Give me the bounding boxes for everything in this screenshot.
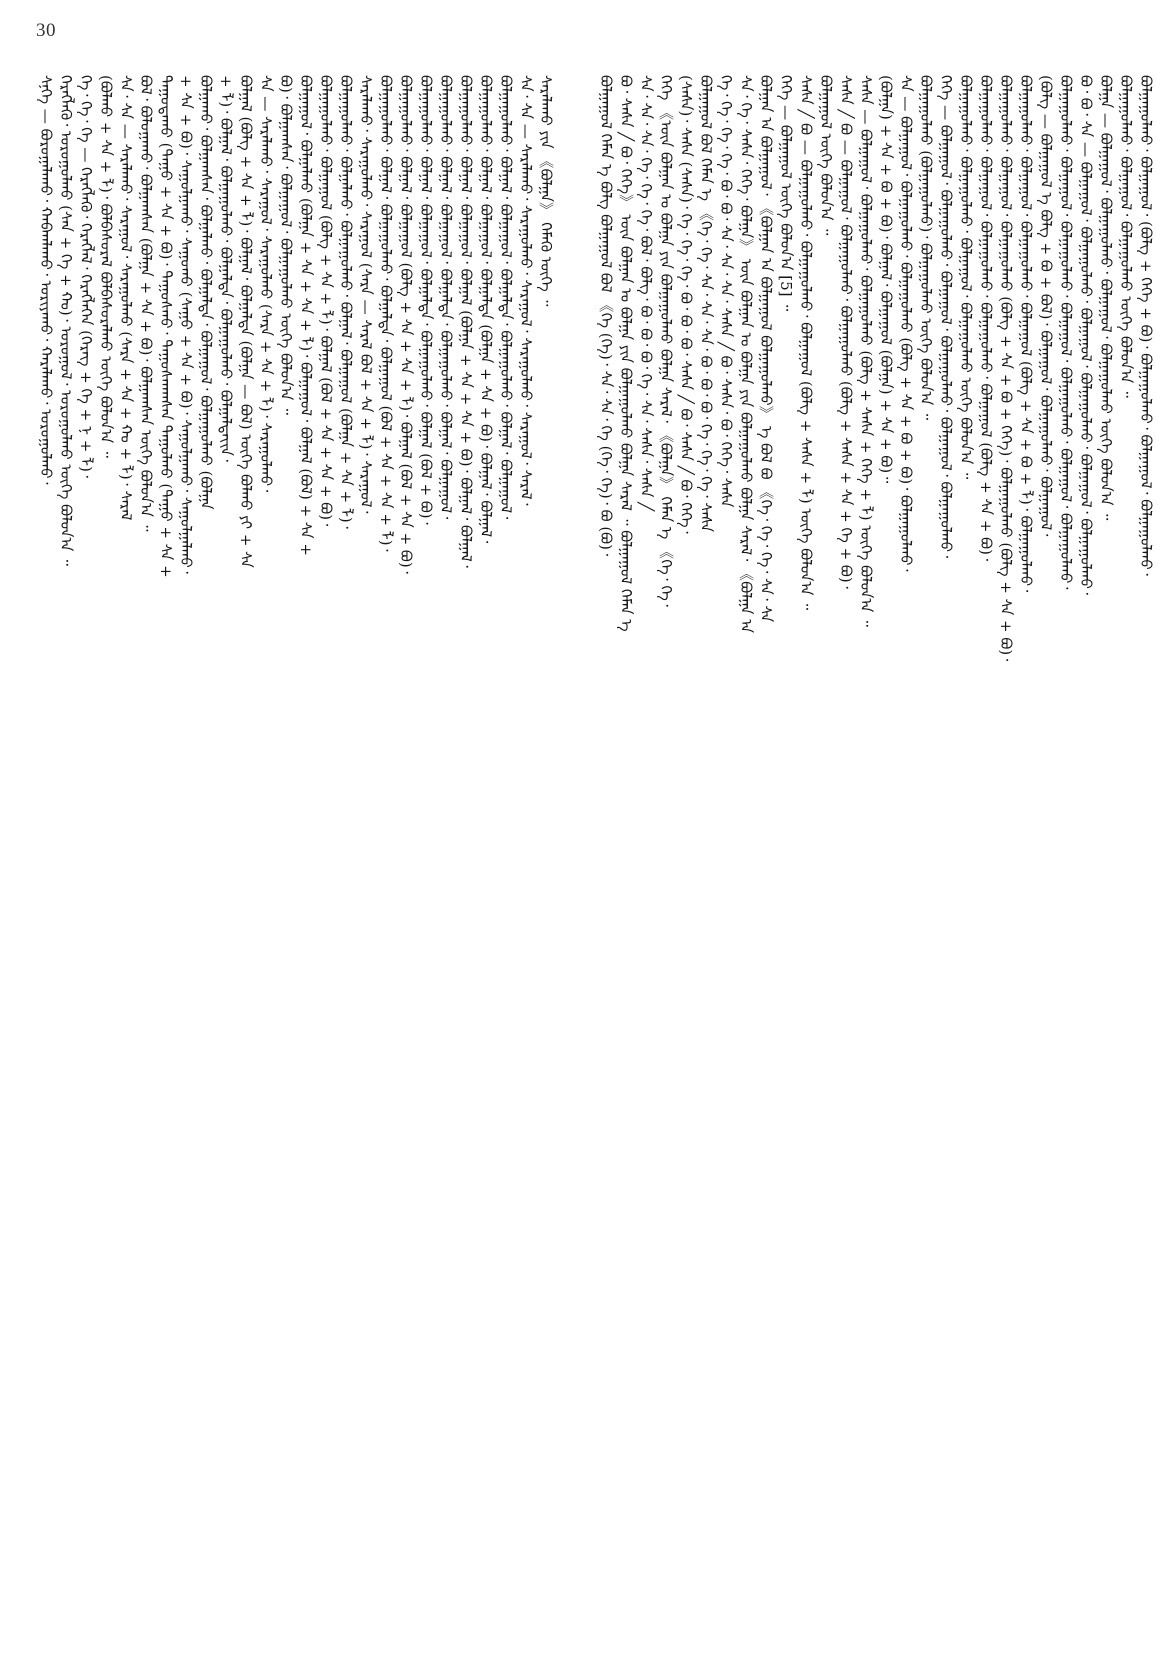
text-column: ᠪᠣᠯᠭᠠᠭᠤᠯᠬᠤ᠂ ᠪᠣᠯᠭᠠᠯ᠂ ᠪᠣᠯᠭᠠᠭᠤᠯ (ᠪᠣᠯᠭ + ᠰᠠ + ᠰᠠ + ᠯ)᠂ ᠪᠣᠯᠭᠠᠯ (ᠪᠣᠯ + ᠰᠠ + ᠪᠣ)᠂ <box>397 75 415 574</box>
text-column: ᠬᠡᠬᠡ — ᠪᠣᠯᠭᠠᠭᠤᠯ ᠦᠭᠡ ᠪᠣᠯᠣᠨ᠎ᠠ [5] ᠃ <box>777 75 795 312</box>
text-column: ᠳᠠᠭᠤᠳᠠᠬᠤ (ᠳᠠᠭᠤ + ᠰᠠ + ᠪᠣ)᠂ ᠳᠠᠭᠤᠰᠬᠤ᠂ ᠳᠠᠭᠤᠰᠬᠠᠭᠰᠠᠨ ᠳᠠᠭᠤᠯᠬᠤ (ᠳᠠᠭᠤ + ᠰᠠ + <box>157 75 175 578</box>
text-column: ᠬᠡᠬᠡ 《ᠦᠨ ᠪᠣᠯᠭᠠᠨ ᠤ ᠪᠣᠯᠭᠠ ᠶᠢᠨ ᠪᠣᠯᠭᠠᠭᠤᠯᠬᠤ ᠪᠣᠯᠭᠠ ᠰᠠᠷᠠᠯ᠂ 《ᠪᠣᠯᠭᠠ》 ᠬᠡᠮᠡᠨ ᠡ 《ᠬᠡ᠂ ᠬᠡ᠂ <box>657 75 675 607</box>
text-column: ᠪᠣᠯᠭᠠᠭᠤᠯ ᠦᠭᠡ ᠪᠣᠯᠣᠨ᠎ᠠ ᠃ <box>817 75 835 236</box>
text-column: ᠬᠡᠬᠡ — ᠪᠣᠯᠭᠠᠭᠤᠯ᠂ ᠪᠣᠯᠭᠠᠭᠤᠯᠬᠤ᠂ ᠪᠣᠯᠭᠠᠭᠤᠯ᠂ ᠪᠣᠯᠭᠠᠭᠤᠯᠬᠤ᠂ ᠪᠣᠯᠭᠠᠭᠤᠯ᠂ ᠪᠣᠯᠭᠠᠭᠤᠯᠬᠤ᠂ <box>937 75 955 559</box>
text-column: ᠰᠨ᠋ᠬᠡ — ᠪᠣᠷᠣᠭᠠᠯᠠᠬᠤ᠂ ᠬᠠᠪᠬᠠᠯᠠᠬᠤ᠂ ᠣᠷᠢᠶᠠᠬᠤ᠂ ᠬᠠᠷᠠᠯᠠᠬᠤ᠂ ᠣᠷᠣᠭᠣᠯᠬᠤ᠂ <box>37 75 55 485</box>
text-column: ᠪᠣᠯᠭᠠᠭᠤᠯᠬᠤ᠂ ᠪᠣᠯᠭᠠᠭᠤᠯ᠂ ᠪᠣᠯᠭᠠᠭᠤᠯᠬᠤ ᠦᠭᠡ ᠪᠣᠯᠣᠨ᠎ᠠ ᠃ <box>1117 75 1135 398</box>
text-column: ᠪᠣᠯᠭᠠᠭᠤᠯᠬᠤ᠂ ᠪᠣᠯᠭᠠᠭᠤᠯ᠂ ᠪᠣᠯᠭᠠᠭᠤᠯᠬᠤ (ᠪᠣᠯᠭ + ᠰᠠ + ᠪᠣ + ᠬᠡᠬᠡ)᠂ ᠪᠣᠯᠭᠠᠭᠤᠯᠬᠤ (ᠪᠣᠯᠭ + ᠰᠠ + ᠪᠣ)᠂ <box>997 75 1015 662</box>
text-column: + ᠯ)᠂ ᠪᠣᠯᠭᠠᠯ᠂ ᠪᠣᠯᠭᠠᠭᠤᠯᠬᠤ᠂ ᠪᠣᠯᠭᠠᠯᠲᠠ᠂ ᠪᠣᠯᠭᠠᠭᠤᠯᠬᠤ᠂ ᠪᠣᠯᠭᠠᠯᠲᠠᠶ᠋ᠢᠨ᠂ <box>217 75 235 462</box>
text-column: (ᠰᠠᠰᠠ)᠂ ᠰᠠᠰᠠ (ᠰᠠᠰᠠ)᠂ ᠬᠡ᠂ ᠬᠡ᠂ ᠬᠡ᠂ ᠪᠣ᠂ ᠪᠣ᠂ ᠪᠣ᠂ ᠰᠠᠰᠠ ╱ ᠪᠣ᠂ ᠰᠠᠰᠠ ╱ ᠪᠣ᠂ ᠬᠡᠬᠡ᠂ <box>677 75 695 534</box>
text-column: ᠬᠡ᠂ ᠬᠡ᠂ ᠬᠡ᠂ ᠬᠡ᠂ ᠪᠣ᠂ ᠪᠣ᠂ ᠰᠠ᠂ ᠰᠠ᠂ ᠰᠠ᠂ ᠰᠠᠰᠠ ╱ ᠪᠣ᠂ ᠰᠠᠰᠠ᠂ ᠪᠣ᠂ ᠬᠡᠬᠡ᠂ ᠰᠠᠰᠠ <box>717 75 735 508</box>
text-column: ᠪᠣ᠂ ᠰᠠᠰᠠ ╱ ᠪᠣ᠂ ᠬᠡᠬᠡ》 ᠦᠨ ᠪᠣᠯᠭᠠᠨ ᠤ ᠪᠣᠯᠭᠠ ᠶᠢᠨ ᠪᠣᠯᠭᠠᠭᠤᠯᠬᠤ ᠪᠣᠯᠭᠠ ᠰᠠᠷᠠᠯ ᠃ ᠪᠣᠯᠭᠠᠭᠤᠯ ᠬᠡᠮᠡᠨ ᠡ <box>617 75 635 632</box>
text-column: (ᠪᠣᠯᠭᠠ) + ᠰᠠ + ᠪᠣ + ᠪᠣ)᠂ ᠪᠣᠯᠭᠠᠯ᠂ ᠪᠣᠯᠭᠠᠭᠤᠯ (ᠪᠣᠯᠭᠠ) + ᠰᠠ + ᠪᠣ)᠃ <box>877 75 895 484</box>
text-column: ᠪᠣᠯ᠂ ᠪᠣᠯᠣᠭᠠᠬᠤ᠂ ᠪᠣᠯᠭᠠᠭᠰᠠᠨ (ᠪᠣᠯᠭᠠ + ᠰᠠ + ᠪᠣ)᠂ ᠪᠣᠯᠭᠠᠭᠰᠠᠨ ᠦᠭᠡ ᠪᠣᠯᠣᠨ᠎ᠠ ᠃ <box>137 75 155 532</box>
right-text-block <box>596 75 1155 1660</box>
text-column: ᠰᠠᠰᠠ — ᠪᠣᠯᠭᠠᠭᠤᠯ᠂ ᠪᠣᠯᠭᠠᠭᠤᠯᠬᠤ᠂ ᠪᠣᠯᠭᠠᠭᠤᠯᠬᠤ (ᠪᠣᠯᠭ + ᠰᠠᠰᠠ + ᠬᠡᠬᠡ + ᠯ) ᠦᠭᠡ ᠪᠣᠯᠣᠨ᠎ᠠ ᠃ <box>857 75 875 627</box>
text-column: ᠪᠣᠯᠭᠠᠭᠤᠯᠬᠤ᠂ ᠪᠣᠯᠭᠠᠯ᠂ ᠪᠣᠯᠭᠠᠭᠤᠯ᠂ ᠪᠣᠯᠭᠠᠯ (ᠪᠣᠯᠭᠠ + ᠰᠠ + ᠰᠠ + ᠪᠣ)᠂ ᠪᠣᠯᠭᠠᠯ᠂ ᠪᠣᠯᠭᠠᠯ᠂ <box>457 75 475 568</box>
text-column: ᠪᠣᠯᠭᠠᠭᠤᠯ ᠬᠡᠮᠡᠨ ᠡ ᠪᠣᠯᠭ ᠪᠣᠯᠭᠠᠭᠤᠯ ᠪᠣᠯ 《ᠬᠡ (ᠬᠡ)᠂ ᠰᠠ᠂ ᠰᠠ᠂ ᠬᠡ (ᠬᠡ᠂ ᠬᠡ)᠂ ᠪᠣ (ᠪᠣ)᠂ <box>597 75 615 557</box>
text-column: ᠪᠣᠯᠭᠠᠭᠤᠯᠬᠤ᠂ ᠪᠣᠯᠭᠠᠯ᠂ ᠪᠣᠯᠭᠠᠭᠤᠯ᠂ ᠪᠣᠯᠭᠠᠯᠲᠠ᠂ ᠪᠣᠯᠭᠠᠭᠤᠯᠬᠤ᠂ ᠪᠣᠯᠭᠠᠯ (ᠪᠣᠯ + ᠪᠣ)᠂ <box>417 75 435 525</box>
text-column: (ᠪᠣᠯᠭ — ᠪᠣᠯᠭᠠᠭᠤᠯ ᠡ ᠪᠣᠯᠭ + ᠪᠣ + ᠪᠣᠯ)᠂ ᠪᠣᠯᠭᠠᠭᠤᠯ᠂ ᠪᠣᠯᠭᠠᠭᠤᠯᠬᠤ᠂ ᠪᠣᠯᠭᠠᠭᠤᠯ᠂ <box>1037 75 1055 537</box>
text-column: ᠰᠠ᠂ ᠰᠠ — ᠰᠠᠷᠠᠯᠠᠬᠤ᠂ ᠰᠠᠷᠠᠭᠤᠯᠬᠤ᠂ ᠰᠠᠷᠠᠭᠤᠯ᠂ ᠰᠠᠷᠠᠭᠤᠯᠬᠤ᠂ ᠰᠠᠷᠠᠭᠤᠯ᠂ ᠰᠠᠷᠠᠯ᠂ <box>517 75 535 506</box>
text-column: (ᠪᠣᠯᠬᠤ + ᠰᠠ + ᠯ)᠂ ᠪᠣᠯᠪᠠᠰᠤᠷᠠᠯ ᠪᠣᠯᠪᠠᠰᠤᠷᠠᠯᠬᠤ ᠦᠭᠡ ᠪᠣᠯᠣᠨ᠎ᠠ ᠃ <box>97 75 115 458</box>
text-column: ᠰᠠᠰᠠ ╱ ᠪᠣ — ᠪᠣᠯᠭᠠᠭᠤᠯ᠂ ᠪᠣᠯᠭᠠᠭᠤᠯᠬᠤ᠂ ᠪᠣᠯᠭᠠᠭᠤᠯᠬᠤ (ᠪᠣᠯᠭ + ᠰᠠᠰᠠ + ᠰᠠ + ᠬᠡ + ᠪᠣ)᠂ <box>837 75 855 589</box>
text-column: ᠰᠠ — ᠪᠣᠯᠭᠠᠭᠤᠯ᠂ ᠪᠣᠯᠭᠠᠭᠤᠯᠬᠤ᠂ ᠪᠣᠯᠭᠠᠭᠤᠯᠬᠤ (ᠪᠣᠯᠭ + ᠰᠠ + ᠪᠣ + ᠪᠣ)᠂ ᠪᠣᠯᠭᠠᠭᠤᠯᠬᠤ᠂ <box>897 75 915 572</box>
text-column: ᠰᠠ᠂ ᠰᠠ — ᠰᠠᠷᠠᠯᠠᠬᠤ᠂ ᠰᠠᠷᠠᠭᠤᠯ᠂ ᠰᠠᠷᠠᠭᠤᠯᠬᠤ (ᠰᠠᠷᠠ + ᠰᠠ + ᠬᠤ + ᠯ)᠂ ᠰᠠᠷᠠᠯ <box>117 75 135 521</box>
text-column: ᠪᠣ᠂ ᠪᠣ᠂ ᠰᠠ — ᠪᠣᠯᠭᠠᠭᠤᠯ᠂ ᠪᠣᠯᠭᠠᠭᠤᠯᠬᠤ᠂ ᠪᠣᠯᠭᠠᠭᠤᠯ᠂ ᠪᠣᠯᠭᠠᠭᠤᠯᠬᠤ᠂ ᠪᠣᠯᠭᠠᠭᠤᠯ᠂ ᠪᠣᠯᠭᠠᠭᠤᠯᠬᠤ᠂ <box>1077 75 1095 595</box>
text-column: ᠪᠣᠯᠭᠠᠭᠤᠯ᠂ ᠪᠣᠯᠭᠠᠯᠬᠤ (ᠪᠣᠯᠭᠠ + ᠰᠠ + ᠰᠠ + ᠯ)᠂ ᠪᠣᠯᠭᠠᠭᠤᠯ᠂ ᠪᠣᠯᠭᠠᠯ (ᠪᠣᠯ) + ᠰᠠ + <box>297 75 315 556</box>
text-column: ᠪᠣᠯᠭᠠᠭᠤᠯᠬᠤ᠂ ᠪᠣᠯᠭᠠᠭᠤᠯ᠂ ᠪᠣᠯᠭᠠᠭᠤᠯᠬᠤ᠂ ᠪᠣᠯᠭᠠᠭᠤᠯᠬᠤ᠂ ᠪᠣᠯᠭᠠᠭᠤᠯ (ᠪᠣᠯᠭ + ᠰᠠ + ᠪᠣ)᠂ <box>977 75 995 562</box>
text-column: ᠪᠣᠯᠭᠠᠭᠤᠯᠬᠤ᠂ ᠪᠣᠯᠭᠠᠯ᠂ ᠪᠣᠯᠭᠠᠭᠤᠯᠬᠤ᠂ ᠪᠣᠯᠭᠠᠯᠲᠠ᠂ ᠪᠣᠯᠭᠠᠭᠤᠯ (ᠪᠣᠯ + ᠰᠠ + ᠰᠠ + ᠯ)᠂ <box>377 75 395 552</box>
text-column: + ᠰᠠ + ᠪᠣ)᠂ ᠰᠠᠭᠤᠯᠭᠠᠬᠤ᠂ ᠰᠠᠭᠤᠬᠤ (ᠰᠠᠭᠤ + ᠰᠠ + ᠪᠣ)᠂ ᠰᠠᠭᠤᠯᠭᠠᠬᠤ᠂ ᠰᠠᠭᠤᠯᠭᠠᠯᠬᠤ᠂ <box>177 75 195 574</box>
text-column: ᠰᠠ — ᠰᠠᠷᠠᠯᠠᠬᠤ᠂ ᠰᠠᠷᠠᠭᠤᠯ᠂ ᠰᠠᠷᠠᠭᠤᠯᠬᠤ (ᠰᠠᠷᠠ + ᠰᠠ + ᠯ)᠂ ᠰᠠᠷᠠᠭᠤᠯᠬᠤ᠂ <box>257 75 275 493</box>
text-column: ᠪᠣᠯᠭᠠᠭᠤᠯᠬᠤ᠂ ᠪᠣᠯᠭᠠᠭᠤᠯ (ᠪᠣᠯᠭ + ᠰᠠ + ᠯ)᠂ ᠪᠣᠯᠭᠠᠯ (ᠪᠣᠯ + ᠰᠠ + ᠰᠠ + ᠪᠣ)᠂ <box>317 75 335 527</box>
text-column: ᠪᠣᠯᠭᠠᠭᠤᠯᠬᠤ᠂ ᠪᠣᠯᠭᠠᠭᠤᠯᠬᠤ᠂ ᠪᠣᠯᠭᠠᠭᠤᠯ᠂ ᠪᠣᠯᠭᠠᠭᠤᠯᠬᠤ ᠦᠭᠡ ᠪᠣᠯᠣᠨ᠎ᠠ ᠃ <box>957 75 975 480</box>
text-column: ᠬᠡ᠂ ᠬᠡ᠂ ᠬᠡ — ᠬᠡᠷᠡᠭᠯᠡᠬᠦ᠂ ᠬᠡᠷᠡᠭᠯᠡᠯ᠂ ᠬᠡᠷᠡᠭᠯᠡᠭᠡᠨ (ᠬᠡᠷᠡᠭ + ᠬᠡ + ᠨ + ᠯ)᠂ <box>77 75 95 478</box>
text-column: ᠪᠣᠯᠭᠠᠭᠤᠯ ᠪᠣᠯ ᠬᠡᠮᠡᠨ ᠡ 《ᠬᠡ᠂ ᠬᠡ᠂ ᠰᠠ᠂ ᠰᠠ᠂ ᠰᠠ᠂ ᠪᠣ᠂ ᠪᠣ᠂ ᠪᠣ᠂ ᠬᠡ᠂ ᠬᠡ᠂ ᠬᠡ᠂ ᠰᠠᠰᠠ <box>697 75 715 533</box>
text-column: ᠪᠣᠯᠭᠠᠯ (ᠪᠣᠯᠭ + ᠰᠠ + ᠯ)᠂ ᠪᠣᠯᠭᠠᠯ᠂ ᠪᠣᠯᠭᠠᠯᠲᠠ (ᠪᠣᠯᠭᠠ — ᠪᠣᠯ) ᠦᠭᠡ ᠪᠣᠯᠬᠤ ᠶᠢ + ᠰᠠ <box>237 75 255 568</box>
text-column: ᠪᠣᠯᠭᠠᠭᠤᠯᠬᠤ᠂ ᠪᠣᠯᠭᠠᠯᠬᠤ᠂ ᠪᠣᠯᠭᠠᠭᠤᠯᠬᠤ᠂ ᠪᠣᠯᠭᠠᠯ᠂ ᠪᠣᠯᠭᠠᠭᠤᠯ (ᠪᠣᠯᠭᠠ + ᠰᠠ + ᠯ)᠂ <box>337 75 355 529</box>
text-column: ᠪᠣᠯᠭᠠᠬᠤ᠂ ᠪᠣᠯᠭᠠᠭᠰᠠᠨ᠂ ᠪᠣᠯᠭᠠᠯᠬᠤ᠂ ᠪᠣᠯᠭᠠᠯᠲᠠ᠂ ᠪᠣᠯᠭᠠᠭᠤᠯ᠂ ᠪᠣᠯᠭᠠᠭᠤᠯᠬᠤ (ᠪᠣᠯᠭᠠ <box>197 75 215 510</box>
left-text-block <box>36 75 554 1660</box>
text-column: ᠪᠣ)᠂ ᠪᠣᠯᠭᠠᠭᠰᠠᠨ᠂ ᠪᠣᠯᠭᠠᠭᠤᠯ᠂ ᠪᠣᠯᠭᠠᠭᠤᠯᠬᠤ ᠦᠭᠡ ᠪᠣᠯᠣᠨ᠎ᠠ ᠃ <box>277 75 295 415</box>
text-column: ᠪᠣᠯᠭᠠᠨ ᠡᠨ ᠪᠣᠯᠭᠠᠭᠤᠯ᠂ 《ᠪᠣᠯᠭᠠᠨ ᠡᠨ ᠪᠣᠯᠭᠠᠭᠤᠯ ᠪᠣᠯᠭᠠᠭᠤᠯᠬᠤ》 ᠡ ᠪᠣᠯ ᠪᠣ 《ᠬᠡ᠂ ᠬᠡ᠂ ᠬᠡ᠂ ᠰᠠ᠂ ᠰᠠ <box>757 75 775 623</box>
text-column: ᠰᠠᠷᠠᠯᠠᠬᠤ᠂ ᠰᠠᠷᠠᠭᠤᠯᠬᠤ᠂ ᠰᠠᠷᠠᠭᠤᠯ (ᠰᠠᠷᠠ — ᠰᠠᠷᠠᠯ ᠪᠣᠯ + ᠰᠠ + ᠯ)᠂ ᠰᠠᠷᠠᠭᠤᠯ᠂ <box>357 75 375 514</box>
text-column: ᠪᠣᠯᠭᠠᠭᠤᠯᠬᠤ᠂ ᠪᠣᠯᠭᠠᠯ᠂ ᠪᠣᠯᠭᠠᠭᠤᠯ᠂ ᠪᠣᠯᠭᠠᠯᠲᠠ (ᠪᠣᠯᠭᠠ + ᠰᠠ + ᠪᠣ)᠂ ᠪᠣᠯᠭᠠᠯ᠂ ᠪᠣᠯᠭᠠᠯ᠂ <box>477 75 495 544</box>
text-column: ᠪᠣᠯᠭᠠ — ᠪᠣᠯᠭᠠᠭᠤᠯ᠂ ᠪᠣᠯᠭᠠᠭᠤᠯᠬᠤ᠂ ᠪᠣᠯᠭᠠᠭᠤᠯ᠂ ᠪᠣᠯᠭᠠᠭᠤᠯᠬᠤ ᠦᠭᠡ ᠪᠣᠯᠣᠨ᠎ᠠ ᠃ <box>1097 75 1115 521</box>
text-column: ᠰᠠ᠂ ᠬᠡ᠂ ᠰᠠᠰᠠ᠂ ᠬᠡᠬᠡ᠂ ᠪᠣᠯᠭᠠ》 ᠦᠨ ᠪᠣᠯᠭᠠᠨ ᠤ ᠪᠣᠯᠭᠠ ᠶᠢᠨ ᠪᠣᠯᠭᠠᠭᠤᠯᠬᠤ ᠪᠣᠯᠭᠠ ᠰᠠᠷᠠᠯ᠂ 《ᠪᠣᠯᠭᠠ ᠡᠨ <box>737 75 755 633</box>
text-column: ᠰᠠᠷᠠᠯᠠᠬᠤ ᠶᠢᠨ 《ᠪᠣᠯᠭᠠ》 ᠬᠡᠮᠡᠬᠦ ᠦᠭᠡ ᠃ <box>537 75 555 307</box>
text-column: ᠰᠠᠰᠠ ╱ ᠪᠣ — ᠪᠣᠯᠭᠠᠭᠤᠯᠬᠤ᠂ ᠪᠣᠯᠭᠠᠭᠤᠯᠬᠤ᠂ ᠪᠣᠯᠭᠠᠭᠤᠯ (ᠪᠣᠯᠭ + ᠰᠠᠰᠠ + ᠯ) ᠦᠭᠡ ᠪᠣᠯᠣᠨ᠎ᠠ ᠃ <box>797 75 815 611</box>
text-column: ᠪᠣᠯᠭᠠᠭᠤᠯᠬᠤ᠂ ᠪᠣᠯᠭᠠᠭᠤᠯ᠂ ᠪᠣᠯᠭᠠᠭᠤᠯᠬᠤ᠂ ᠪᠣᠯᠭᠠᠭᠤᠯ (ᠪᠣᠯᠭ + ᠰᠠ + ᠪᠣ + ᠯ)᠂ ᠪᠣᠯᠭᠠᠭᠤᠯᠬᠤ᠂ <box>1017 75 1035 593</box>
text-column: ᠬᠡᠷᠡᠭᠯᠡᠬᠦ᠂ ᠣᠷᠣᠭᠣᠯᠬᠤ (ᠰᠡᠨ + ᠬᠡ + ᠬᠤ)᠂ ᠣᠷᠣᠭᠣᠯ᠂ ᠣᠷᠣᠭᠣᠯᠬᠤ ᠦᠭᠡ ᠪᠣᠯᠣᠨ᠎ᠠ ᠃ <box>57 75 75 566</box>
text-column: ᠪᠣᠯᠭᠠᠭᠤᠯᠬᠤ᠂ ᠪᠣᠯᠭᠠᠭᠤᠯ᠂ ᠪᠣᠯᠭᠠᠭᠤᠯᠬᠤ᠂ ᠪᠣᠯᠭᠠᠭᠤᠯ᠂ ᠪᠣᠯᠭᠠᠭᠤᠯᠬᠤ᠂ ᠪᠣᠯᠭᠠᠭᠤᠯ᠂ ᠪᠣᠯᠭᠠᠭᠤᠯᠬᠤ᠂ <box>1057 75 1075 590</box>
page-number: 30 <box>36 20 56 41</box>
text-column: ᠰᠠ᠂ ᠰᠠ᠂ ᠰᠠ᠂ ᠬᠡ᠂ ᠬᠡ᠂ ᠬᠡ᠂ ᠪᠣᠯ᠂ ᠪᠣᠯᠭ᠂ ᠪᠣ᠂ ᠪᠣ᠂ ᠪᠣ᠂ ᠬᠡ᠂ ᠰᠠ᠂ ᠰᠠᠰᠠ᠂ ᠰᠠᠰᠠ ╱ <box>637 75 655 512</box>
text-column: ᠪᠣᠯᠭᠠᠭᠤᠯᠬᠤ᠂ ᠪᠣᠯᠭᠠᠭᠤᠯ᠂ (ᠪᠣᠯᠭ + ᠬᠡᠬᠡ + ᠪᠣ)᠂ ᠪᠣᠯᠭᠠᠭᠤᠯᠬᠤ᠂ ᠪᠣᠯᠭᠠᠭᠤᠯ᠂ ᠪᠣᠯᠭᠠᠭᠤᠯᠬᠤ᠂ <box>1137 75 1155 576</box>
text-column: ᠪᠣᠯᠭᠠᠭᠤᠯᠬᠤ᠂ ᠪᠣᠯᠭᠠᠯ᠂ ᠪᠣᠯᠭᠠᠭᠤᠯ᠂ ᠪᠣᠯᠭᠠᠯᠲᠠ᠂ ᠪᠣᠯᠭᠠᠭᠤᠯᠬᠤ᠂ ᠪᠣᠯᠭᠠᠯ᠂ ᠪᠣᠯᠭᠠᠭᠤᠯ᠂ <box>497 75 515 520</box>
text-column: ᠪᠣᠯᠭᠠᠭᠤᠯᠬᠤ (ᠪᠣᠯᠭᠠᠭᠤᠯᠬᠤ)᠂ ᠪᠣᠯᠭᠠᠭᠤᠯᠬᠤ ᠦᠭᠡ ᠪᠣᠯᠣᠨ᠎ᠠ ᠃ <box>917 75 935 420</box>
text-column: ᠪᠣᠯᠭᠠᠭᠤᠯᠬᠤ᠂ ᠪᠣᠯᠭᠠᠯ᠂ ᠪᠣᠯᠭᠠᠭᠤᠯ᠂ ᠪᠣᠯᠭᠠᠯᠲᠠ᠂ ᠪᠣᠯᠭᠠᠭᠤᠯᠬᠤ᠂ ᠪᠣᠯᠭᠠᠯ᠂ ᠪᠣᠯᠭᠠᠭᠤᠯ᠂ <box>437 75 455 520</box>
